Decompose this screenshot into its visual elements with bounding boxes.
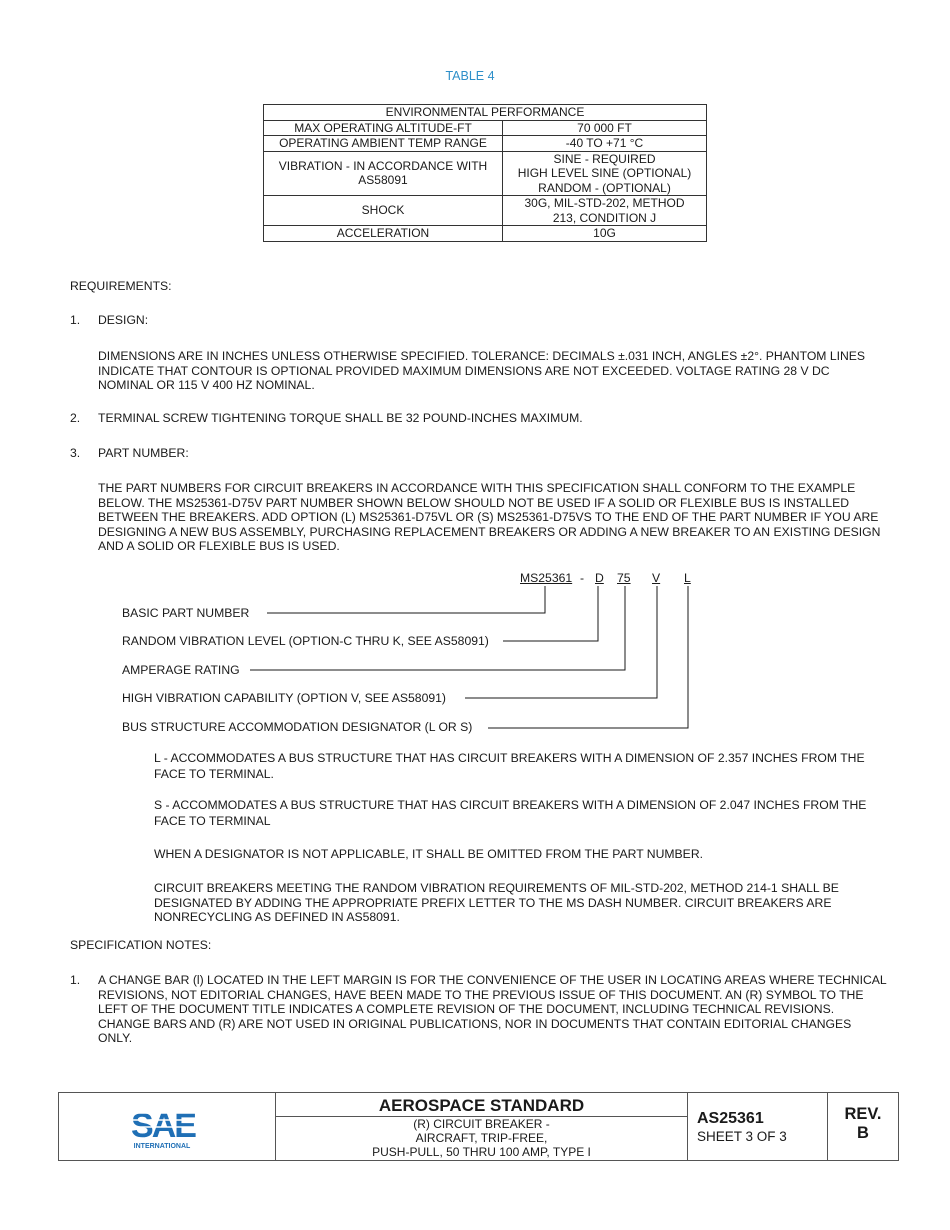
title-line: (R) CIRCUIT BREAKER - xyxy=(413,1117,550,1131)
logo-text: SAE xyxy=(131,1107,195,1145)
pn-dash: - xyxy=(580,571,585,585)
value-line: RANDOM - (OPTIONAL) xyxy=(538,180,671,195)
table-cell-param: ACCELERATION xyxy=(264,226,503,242)
item-number: 1. xyxy=(70,973,81,987)
pn-bus: L xyxy=(684,571,691,585)
pn-random: D xyxy=(595,571,604,585)
item-number: 3. xyxy=(70,446,81,460)
sae-logo xyxy=(129,1101,197,1151)
standard-title: AEROSPACE STANDARD xyxy=(378,1096,585,1115)
table-cell-value: -40 TO +71 °C xyxy=(503,136,707,152)
revision-value: B xyxy=(857,1124,869,1142)
label-high-vibration: HIGH VIBRATION CAPABILITY (OPTION V, SEE AS58091) xyxy=(122,691,446,705)
table-cell-value: 30G, MIL-STD-202, METHOD 213, CONDITION J xyxy=(503,196,707,226)
table-cell-param: VIBRATION - IN ACCORDANCE WITH AS58091 xyxy=(264,151,503,196)
note-random-prefix: CIRCUIT BREAKERS MEETING THE RANDOM VIBRATION REQUIREMENTS OF MIL-STD-202, METHOD 214-1 SHALL BE DESIGNATED BY ADDING THE APPROPRIATE PREFIX LETTER TO THE MS DASH NUMBER. CIRCUIT BREAKERS ARE NONRECYCLING AS DEFINED IN AS58091. xyxy=(154,881,839,924)
revision xyxy=(828,1105,898,1143)
design-title: DESIGN: xyxy=(98,313,149,327)
table-title: TABLE 4 xyxy=(445,69,495,83)
spec-notes-heading: SPECIFICATION NOTES: xyxy=(70,938,212,952)
design-paragraph: DIMENSIONS ARE IN INCHES UNLESS OTHERWISE SPECIFIED. TOLERANCE: DECIMALS ±.031 INCH, ANGLES ±2°. PHANTOM LINES INDICATE THAT CONTOUR IS OPTIONAL PROVIDED MAXIMUM DIMENSIONS ARE NOT EXCEEDED. VOLTAGE RATING 28 V DC NOMINAL OR 115 V 400 HZ NOMINAL. xyxy=(98,349,866,392)
label-basic-part-number: BASIC PART NUMBER xyxy=(122,606,250,620)
part-number-paragraph: THE PART NUMBERS FOR CIRCUIT BREAKERS IN ACCORDANCE WITH THIS SPECIFICATION SHALL CONFORM TO THE EXAMPLE BELOW. THE MS25361-D75V PART NUMBER SHOWN BELOW SHOULD NOT BE USED IF A SOLID OR FLEXIBLE BUS IS INSTALLED BETWEEN THE BREAKERS. ADD OPTION (L) MS25361-D75VL OR (S) MS25361-D75VS TO THE END OF THE PART NUMBER IF YOU ARE DESIGNING A NEW BUS ASSEMBLY, PURCHASING REPLACEMENT BREAKERS OR ADDING A NEW BREAKER TO AN EXISTING DESIGN AND A SOLID OR FLEXIBLE BUS IS USED. xyxy=(98,481,881,553)
leader-basic xyxy=(267,586,545,613)
leader-amperage xyxy=(250,586,625,670)
divider xyxy=(687,1093,688,1160)
revision-label: REV. xyxy=(844,1105,882,1123)
spec-note-paragraph: A CHANGE BAR (l) LOCATED IN THE LEFT MARGIN IS FOR THE CONVENIENCE OF THE USER IN LOCATING AREAS WHERE TECHNICAL REVISIONS, NOT EDITORIAL CHANGES, HAVE BEEN MADE TO THE PREVIOUS ISSUE OF THIS DOCUMENT. AN (R) SYMBOL TO THE LEFT OF THE DOCUMENT TITLE INDICATES A COMPLETE REVISION OF THE DOCUMENT, INCLUDING TECHNICAL REVISIONS. CHANGE BARS AND (R) ARE NOT USED IN ORIGINAL PUBLICATIONS, NOR IN DOCUMENTS THAT CONTAIN EDITORIAL CHANGES ONLY. xyxy=(98,973,887,1045)
document-title xyxy=(276,1117,687,1159)
requirements-heading: REQUIREMENTS: xyxy=(70,279,172,293)
torque-paragraph: TERMINAL SCREW TIGHTENING TORQUE SHALL BE 32 POUND-INCHES MAXIMUM. xyxy=(98,411,583,425)
table-cell-value: 10G xyxy=(503,226,707,242)
document-number: AS25361 xyxy=(697,1110,764,1127)
leader-bus xyxy=(488,586,688,728)
leader-high-vib xyxy=(465,586,657,698)
item-number: 1. xyxy=(70,313,81,327)
table-cell-param: SHOCK xyxy=(264,196,503,226)
label-bus-structure: BUS STRUCTURE ACCOMMODATION DESIGNATOR (L OR S) xyxy=(122,720,473,734)
sheet-number: SHEET 3 OF 3 xyxy=(697,1129,787,1144)
pn-vib: V xyxy=(652,571,661,585)
sae-logo-icon xyxy=(129,1101,197,1151)
note-l-option: L - ACCOMMODATES A BUS STRUCTURE THAT HAS CIRCUIT BREAKERS WITH A DIMENSION OF 2.357 INCHES FROM THE FACE TO TERMINAL. xyxy=(154,751,865,781)
table-header: ENVIRONMENTAL PERFORMANCE xyxy=(264,105,707,121)
pn-amp: 75 xyxy=(617,571,631,585)
logo-subtext: INTERNATIONAL xyxy=(133,1143,191,1150)
table-cell-param: OPERATING AMBIENT TEMP RANGE xyxy=(264,136,503,152)
part-number-title: PART NUMBER: xyxy=(98,446,189,460)
note-omit: WHEN A DESIGNATOR IS NOT APPLICABLE, IT SHALL BE OMITTED FROM THE PART NUMBER. xyxy=(154,847,704,861)
title-line: PUSH-PULL, 50 THRU 100 AMP, TYPE I xyxy=(372,1145,591,1159)
title-line: AIRCRAFT, TRIP-FREE, xyxy=(415,1131,548,1145)
title-block xyxy=(58,1092,899,1161)
value-line: HIGH LEVEL SINE (OPTIONAL) xyxy=(517,166,692,180)
label-amperage-rating: AMPERAGE RATING xyxy=(122,663,240,677)
pn-base: MS25361 xyxy=(520,571,573,585)
label-random-vibration: RANDOM VIBRATION LEVEL (OPTION-C THRU K, SEE AS58091) xyxy=(122,634,489,648)
value-line: SINE - REQUIRED xyxy=(553,151,656,166)
table-cell-value: 70 000 FT xyxy=(503,120,707,136)
table-cell-param: MAX OPERATING ALTITUDE-FT xyxy=(264,120,503,136)
note-s-option: S - ACCOMMODATES A BUS STRUCTURE THAT HAS CIRCUIT BREAKERS WITH A DIMENSION OF 2.047 INCHES FROM THE FACE TO TERMINAL xyxy=(154,798,867,828)
item-number: 2. xyxy=(70,411,81,425)
